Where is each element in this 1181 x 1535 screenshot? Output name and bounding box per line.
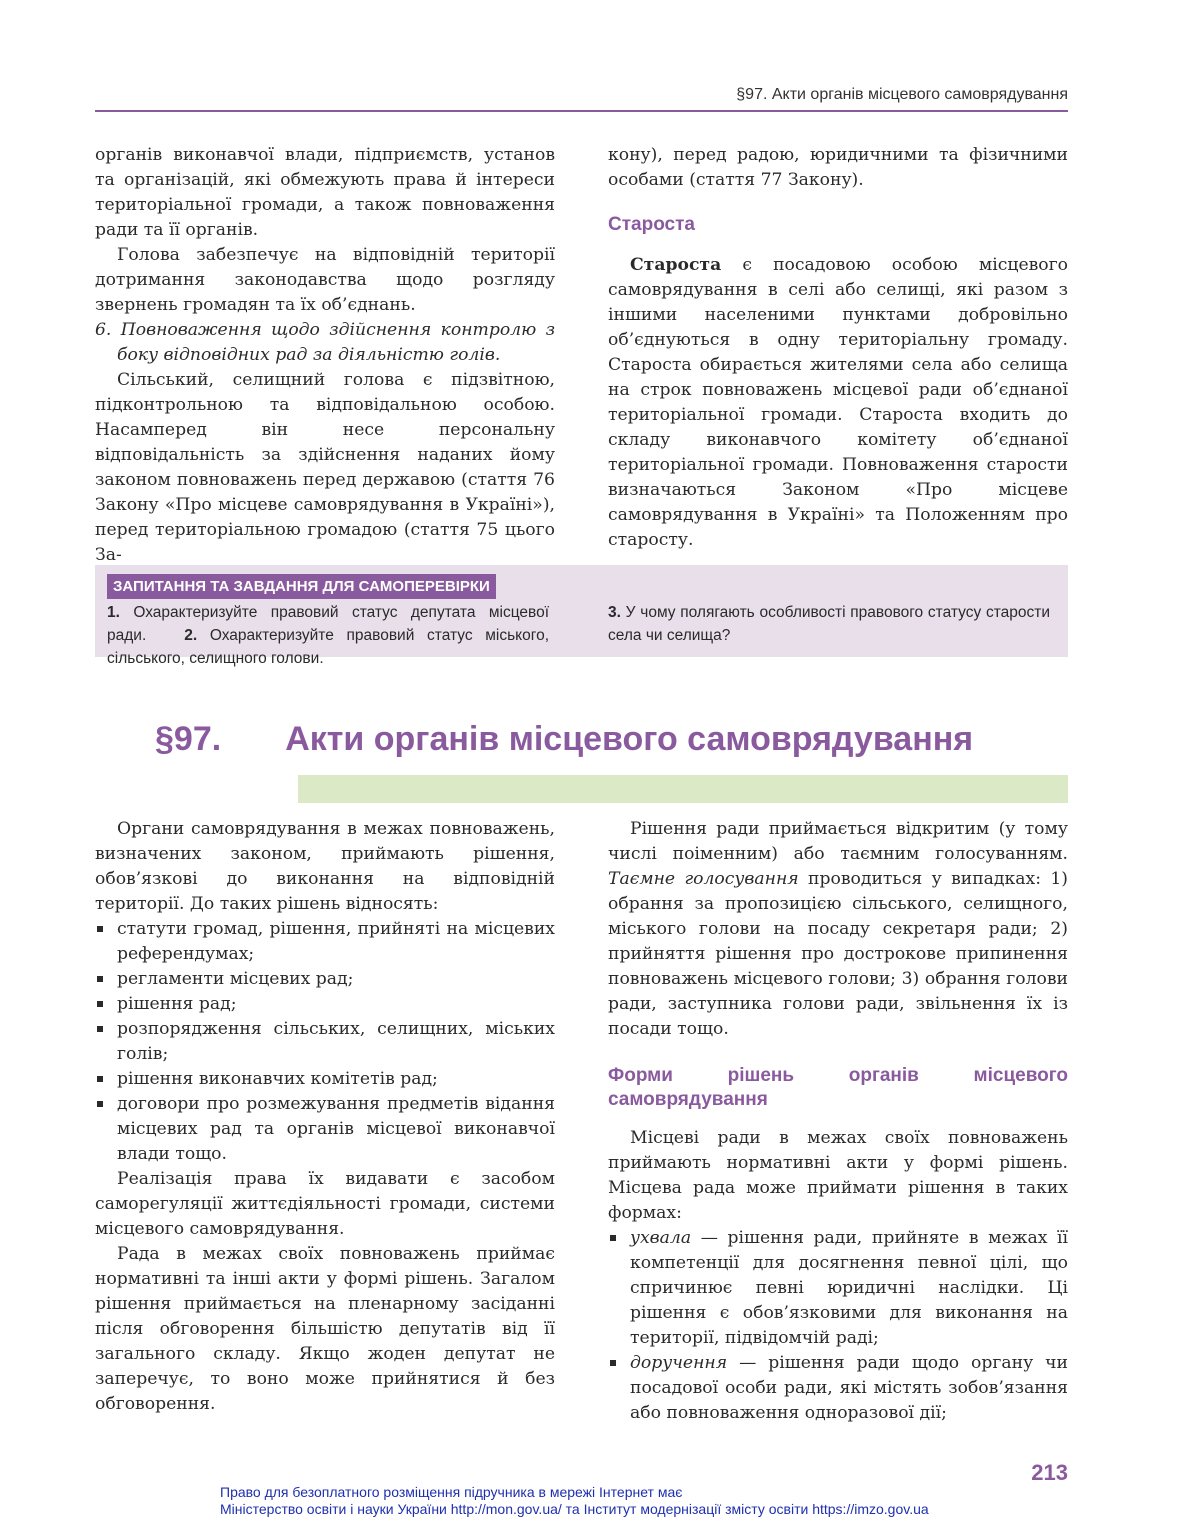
section-number: §97.	[155, 720, 222, 758]
title-underline-bar	[298, 775, 1068, 803]
numbered-heading: 6. Повноваження щодо здійснення контролю з боку відповідних рад за діяльністю голів.	[95, 320, 555, 365]
question-3: У чому полягають особливості правового статусу старости села чи селища?	[608, 604, 1050, 644]
question-1: Охарактеризуйте правовий статус депутата місцевої ради.	[107, 604, 549, 644]
paragraph: проводиться у випадках: 1) обрання за пропозицією сільського, селищного, міського голови на посаду секретаря ради; 2) прийняття рішення про дострокове припинення повноважень місцевого голови; 3) обрання голови ради, заступника голови ради, звільнення їх із посади тощо.	[608, 869, 1068, 1039]
paragraph: органів виконавчої влади, підприємств, установ та організацій, які обмежують права й інтереси територіальної громади, а також повноваження ради та її органів.	[95, 145, 555, 240]
footer-line: Право для безоплатного розміщення підручника в мережі Інтернет має	[220, 1484, 683, 1500]
header-divider	[95, 110, 1068, 112]
paragraph: Рада в межах своїх повноважень приймає нормативні та інші акти у формі рішень. Загалом рішення приймається на пленарному засіданні після обговорення більшістю депутатів від її загального складу. Якщо жоден депутат не заперечує, то воно може прийнятися й без обговорення.	[95, 1244, 555, 1414]
list-item: рішення виконавчих комітетів рад;	[95, 1067, 555, 1092]
self-check-questions-box	[95, 565, 1068, 667]
right-column	[608, 817, 1068, 1426]
list-item: рішення рад;	[95, 992, 555, 1017]
paragraph: Рішення ради приймається відкритим (у тому числі поіменним) або таємним голосуванням.	[608, 819, 1068, 864]
footer-notice	[220, 1484, 929, 1518]
definition: — рішення ради щодо органу чи посадової особи ради, які містять зобов’язання або повноваження одноразової дії;	[630, 1353, 1068, 1423]
definition: — рішення ради, прийняте в межах її компетенції для досягнення певної цілі, що спричинює певні юридичні наслідки. Ці рішення є обов’язковими для виконання на території, підвідомчій раді;	[630, 1228, 1068, 1348]
subheading-starosta: Староста	[608, 214, 695, 235]
question-col-left	[107, 601, 549, 670]
term: ухвала	[630, 1228, 692, 1248]
page-number: 213	[1031, 1460, 1068, 1485]
paragraph: Реалізація права їх видавати є засобом саморегуляції життєдіяльності громади, системи місцевого самоврядування.	[95, 1169, 555, 1239]
running-header: §97. Акти органів місцевого самоврядування	[736, 86, 1068, 103]
questions-label: ЗАПИТАННЯ ТА ЗАВДАННЯ ДЛЯ САМОПЕРЕВІРКИ	[107, 574, 496, 599]
paragraph: Місцеві ради в межах своїх повноважень приймають нормативні акти у формі рішень. Місцева рада може приймати рішення в таких формах:	[608, 1128, 1068, 1223]
q-number: 3.	[608, 604, 621, 621]
top-right-column	[608, 143, 1068, 553]
paragraph: Сільський, селищний голова є підзвітною, підконтрольною та відповідальною особою. Насамперед він несе персональну відповідальність за здійснення наданих йому законом повноважень перед державою (стаття 76 Закону «Про місцеве самоврядування в Україні»), перед територіальною громадою (стаття 75 цього За-	[95, 370, 555, 565]
list-item: статути громад, рішення, прийняті на місцевих референдумах;	[95, 917, 555, 967]
question-2: Охарактеризуйте правовий статус міського, сільського, селищного голови.	[107, 627, 549, 667]
q-number: 1.	[107, 604, 120, 621]
left-column	[95, 817, 555, 1417]
section-title	[155, 720, 973, 759]
paragraph: є посадовою особою місцевого самоврядування в селі або селищі, які разом з іншими населеними пунктами добровільно об’єднуються в одну територіальну громаду. Староста обирається жителями села або селища на строк повноважень місцевої ради об’єднаної територіальної громади. Староста входить до складу виконавчого комітету об’єднаної територіальної громади. Повноваження старости визначаються Законом «Про місцеве самоврядування в Україні» та Положенням про старосту.	[608, 255, 1068, 550]
paragraph: Органи самоврядування в межах повноважень, визначених законом, приймають рішення, обов’язкові до виконання на відповідній території. До таких рішень відносять:	[95, 819, 555, 914]
list-item: договори про розмежування предметів відання місцевих рад та органів місцевої виконавчої влади тощо.	[95, 1092, 555, 1167]
top-left-column	[95, 143, 555, 568]
italic-term: Таємне голосування	[608, 869, 799, 889]
paragraph: кону), перед радою, юридичними та фізичними особами (стаття 77 Закону).	[608, 145, 1068, 190]
acts-list	[95, 917, 555, 1167]
q-number: 2.	[184, 627, 198, 644]
subheading-forms: Форми рішень органів місцевого самоврядування	[608, 1065, 1068, 1110]
list-item: регламенти місцевих рад;	[95, 967, 555, 992]
term: доручення	[630, 1353, 728, 1373]
forms-list	[608, 1226, 1068, 1426]
list-item	[608, 1351, 1068, 1426]
list-item: розпорядження сільських, селищних, міських голів;	[95, 1017, 555, 1067]
paragraph: Голова забезпечує на відповідній території дотримання законодавства щодо розгляду звернень громадян та їх об’єднань.	[95, 245, 555, 315]
term: Староста	[630, 255, 722, 275]
footer-line: Міністерство освіти і науки України http://mon.gov.ua/ та Інститут модернізації змісту освіти https://imzo.gov.ua	[220, 1501, 929, 1517]
section-title-text: Акти органів місцевого самоврядування	[285, 720, 974, 758]
list-item	[608, 1226, 1068, 1351]
question-col-right	[608, 601, 1050, 647]
